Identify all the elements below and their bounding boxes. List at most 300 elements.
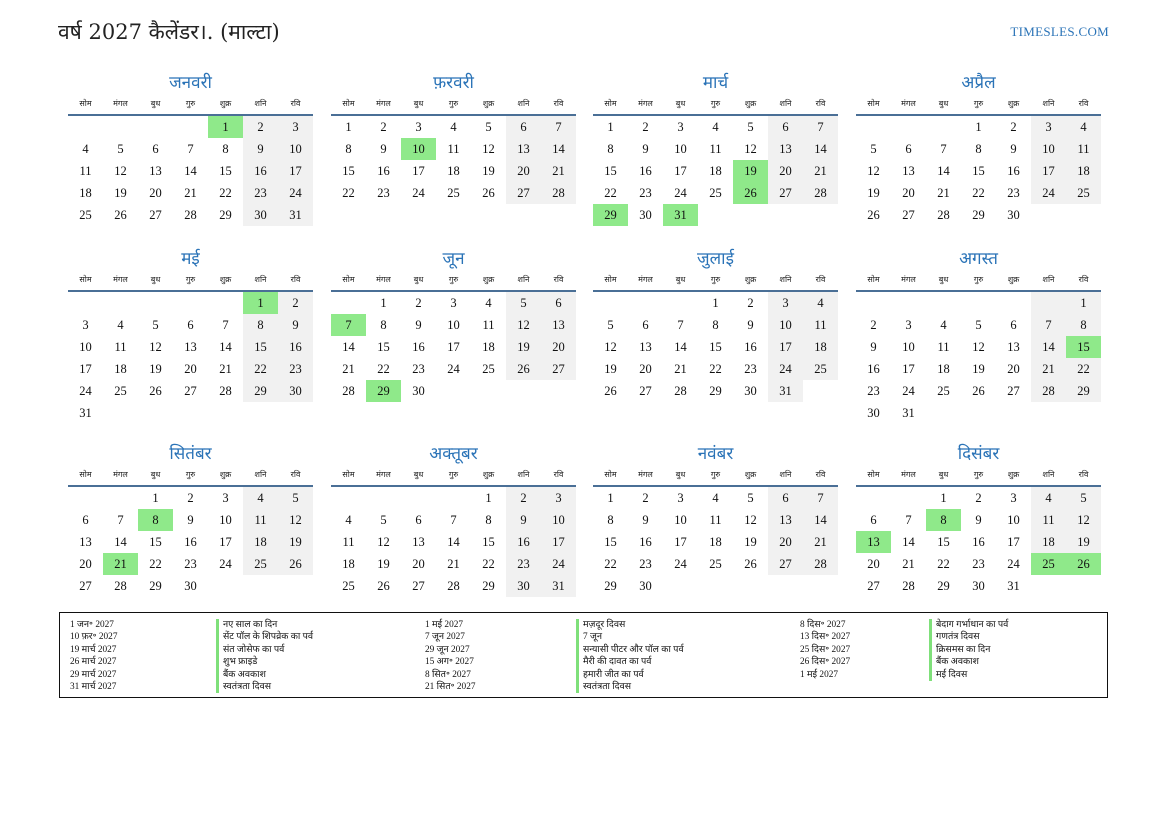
day-cell[interactable]: 24	[447, 362, 460, 376]
day-cell[interactable]: 21	[447, 557, 460, 571]
day-cell[interactable]: 22	[342, 186, 355, 200]
holiday-day[interactable]: 10	[401, 138, 436, 160]
day-cell[interactable]: 7	[905, 513, 912, 527]
holiday-day[interactable]: 25	[1031, 553, 1066, 575]
day-cell[interactable]: 26	[867, 208, 880, 222]
day-cell[interactable]: 24	[278, 182, 313, 204]
day-cell[interactable]: 20	[867, 557, 880, 571]
day-cell[interactable]: 22	[604, 557, 617, 571]
day-cell[interactable]: 28	[902, 579, 915, 593]
day-cell[interactable]: 22	[377, 362, 390, 376]
day-cell[interactable]: 5	[506, 292, 541, 314]
day-cell[interactable]: 10	[1031, 138, 1066, 160]
day-cell[interactable]: 19	[972, 362, 985, 376]
day-cell[interactable]: 3	[768, 292, 803, 314]
day-cell[interactable]: 18	[1031, 531, 1066, 553]
day-cell[interactable]: 31	[79, 406, 92, 420]
day-cell[interactable]: 6	[506, 116, 541, 138]
day-cell[interactable]: 1	[1066, 292, 1101, 314]
day-cell[interactable]: 13	[412, 535, 425, 549]
day-cell[interactable]: 23	[639, 186, 652, 200]
day-cell[interactable]: 16	[867, 362, 880, 376]
day-cell[interactable]: 18	[709, 535, 722, 549]
day-cell[interactable]: 11	[709, 142, 722, 156]
day-cell[interactable]: 28	[114, 579, 127, 593]
day-cell[interactable]: 28	[541, 182, 576, 204]
day-cell[interactable]: 16	[412, 340, 425, 354]
day-cell[interactable]: 7	[187, 142, 194, 156]
day-cell[interactable]: 23	[278, 358, 313, 380]
day-cell[interactable]: 11	[342, 535, 355, 549]
day-cell[interactable]: 22	[219, 186, 232, 200]
day-cell[interactable]: 16	[639, 535, 652, 549]
day-cell[interactable]: 14	[803, 138, 838, 160]
day-cell[interactable]: 2	[747, 296, 754, 310]
day-cell[interactable]: 10	[674, 513, 687, 527]
day-cell[interactable]: 24	[768, 358, 803, 380]
day-cell[interactable]: 10	[902, 340, 915, 354]
day-cell[interactable]: 21	[937, 186, 950, 200]
day-cell[interactable]: 28	[674, 384, 687, 398]
day-cell[interactable]: 13	[541, 314, 576, 336]
holiday-day[interactable]: 29	[366, 380, 401, 402]
day-cell[interactable]: 13	[902, 164, 915, 178]
day-cell[interactable]: 12	[744, 142, 757, 156]
day-cell[interactable]: 11	[114, 340, 127, 354]
day-cell[interactable]: 9	[187, 513, 194, 527]
day-cell[interactable]: 11	[482, 318, 495, 332]
day-cell[interactable]: 3	[415, 120, 422, 134]
day-cell[interactable]: 19	[744, 535, 757, 549]
day-cell[interactable]: 28	[219, 384, 232, 398]
day-cell[interactable]: 10	[278, 138, 313, 160]
day-cell[interactable]: 12	[604, 340, 617, 354]
day-cell[interactable]: 20	[184, 362, 197, 376]
day-cell[interactable]: 6	[152, 142, 159, 156]
day-cell[interactable]: 23	[243, 182, 278, 204]
day-cell[interactable]: 18	[342, 557, 355, 571]
day-cell[interactable]: 12	[506, 314, 541, 336]
day-cell[interactable]: 10	[447, 318, 460, 332]
day-cell[interactable]: 22	[482, 557, 495, 571]
day-cell[interactable]: 3	[1010, 491, 1017, 505]
day-cell[interactable]: 16	[377, 164, 390, 178]
day-cell[interactable]: 30	[639, 208, 652, 222]
day-cell[interactable]: 20	[639, 362, 652, 376]
day-cell[interactable]: 3	[278, 116, 313, 138]
day-cell[interactable]: 31	[278, 204, 313, 226]
day-cell[interactable]: 27	[1007, 384, 1020, 398]
day-cell[interactable]: 24	[674, 186, 687, 200]
day-cell[interactable]: 27	[149, 208, 162, 222]
day-cell[interactable]: 1	[152, 491, 159, 505]
day-cell[interactable]: 12	[278, 509, 313, 531]
day-cell[interactable]: 29	[482, 579, 495, 593]
day-cell[interactable]: 3	[677, 120, 684, 134]
day-cell[interactable]: 16	[184, 535, 197, 549]
day-cell[interactable]: 15	[709, 340, 722, 354]
day-cell[interactable]: 27	[902, 208, 915, 222]
day-cell[interactable]: 16	[639, 164, 652, 178]
day-cell[interactable]: 31	[902, 406, 915, 420]
day-cell[interactable]: 20	[902, 186, 915, 200]
day-cell[interactable]: 18	[1066, 160, 1101, 182]
day-cell[interactable]: 14	[1031, 336, 1066, 358]
holiday-day[interactable]: 21	[103, 553, 138, 575]
day-cell[interactable]: 10	[768, 314, 803, 336]
day-cell[interactable]: 17	[79, 362, 92, 376]
day-cell[interactable]: 30	[744, 384, 757, 398]
day-cell[interactable]: 23	[377, 186, 390, 200]
day-cell[interactable]: 7	[677, 318, 684, 332]
day-cell[interactable]: 8	[975, 142, 982, 156]
day-cell[interactable]: 17	[541, 531, 576, 553]
day-cell[interactable]: 14	[902, 535, 915, 549]
day-cell[interactable]: 18	[709, 164, 722, 178]
day-cell[interactable]: 13	[768, 138, 803, 160]
day-cell[interactable]: 5	[117, 142, 124, 156]
day-cell[interactable]: 14	[674, 340, 687, 354]
day-cell[interactable]: 21	[902, 557, 915, 571]
day-cell[interactable]: 6	[768, 116, 803, 138]
day-cell[interactable]: 6	[82, 513, 89, 527]
day-cell[interactable]: 1	[607, 120, 614, 134]
day-cell[interactable]: 27	[867, 579, 880, 593]
day-cell[interactable]: 24	[412, 186, 425, 200]
day-cell[interactable]: 12	[744, 513, 757, 527]
holiday-day[interactable]: 29	[593, 204, 628, 226]
day-cell[interactable]: 19	[377, 557, 390, 571]
day-cell[interactable]: 4	[940, 318, 947, 332]
day-cell[interactable]: 25	[1066, 182, 1101, 204]
day-cell[interactable]: 22	[243, 358, 278, 380]
day-cell[interactable]: 18	[447, 164, 460, 178]
day-cell[interactable]: 6	[768, 487, 803, 509]
day-cell[interactable]: 2	[506, 487, 541, 509]
day-cell[interactable]: 24	[1031, 182, 1066, 204]
day-cell[interactable]: 13	[506, 138, 541, 160]
day-cell[interactable]: 25	[79, 208, 92, 222]
day-cell[interactable]: 9	[380, 142, 387, 156]
day-cell[interactable]: 19	[1066, 531, 1101, 553]
day-cell[interactable]: 5	[607, 318, 614, 332]
day-cell[interactable]: 15	[937, 535, 950, 549]
day-cell[interactable]: 15	[604, 164, 617, 178]
holiday-day[interactable]: 7	[331, 314, 366, 336]
day-cell[interactable]: 28	[1031, 380, 1066, 402]
day-cell[interactable]: 11	[709, 513, 722, 527]
day-cell[interactable]: 4	[1031, 487, 1066, 509]
day-cell[interactable]: 22	[604, 186, 617, 200]
day-cell[interactable]: 28	[803, 182, 838, 204]
day-cell[interactable]: 30	[243, 204, 278, 226]
day-cell[interactable]: 21	[541, 160, 576, 182]
day-cell[interactable]: 15	[149, 535, 162, 549]
day-cell[interactable]: 2	[187, 491, 194, 505]
day-cell[interactable]: 5	[747, 491, 754, 505]
day-cell[interactable]: 5	[278, 487, 313, 509]
day-cell[interactable]: 22	[1066, 358, 1101, 380]
day-cell[interactable]: 8	[607, 513, 614, 527]
day-cell[interactable]: 20	[541, 336, 576, 358]
day-cell[interactable]: 2	[415, 296, 422, 310]
day-cell[interactable]: 4	[712, 491, 719, 505]
day-cell[interactable]: 6	[1010, 318, 1017, 332]
day-cell[interactable]: 9	[1010, 142, 1017, 156]
day-cell[interactable]: 21	[219, 362, 232, 376]
day-cell[interactable]: 30	[639, 579, 652, 593]
day-cell[interactable]: 9	[243, 138, 278, 160]
day-cell[interactable]: 22	[937, 557, 950, 571]
day-cell[interactable]: 11	[1031, 509, 1066, 531]
day-cell[interactable]: 3	[1031, 116, 1066, 138]
day-cell[interactable]: 1	[380, 296, 387, 310]
day-cell[interactable]: 20	[412, 557, 425, 571]
day-cell[interactable]: 26	[604, 384, 617, 398]
day-cell[interactable]: 21	[803, 531, 838, 553]
day-cell[interactable]: 18	[79, 186, 92, 200]
day-cell[interactable]: 4	[1066, 116, 1101, 138]
day-cell[interactable]: 31	[541, 575, 576, 597]
day-cell[interactable]: 23	[506, 553, 541, 575]
day-cell[interactable]: 11	[79, 164, 92, 178]
day-cell[interactable]: 8	[712, 318, 719, 332]
day-cell[interactable]: 7	[1031, 314, 1066, 336]
holiday-day[interactable]: 1	[208, 116, 243, 138]
day-cell[interactable]: 5	[485, 120, 492, 134]
day-cell[interactable]: 23	[744, 362, 757, 376]
day-cell[interactable]: 5	[1066, 487, 1101, 509]
day-cell[interactable]: 8	[607, 142, 614, 156]
day-cell[interactable]: 1	[345, 120, 352, 134]
day-cell[interactable]: 23	[1007, 186, 1020, 200]
day-cell[interactable]: 20	[149, 186, 162, 200]
day-cell[interactable]: 2	[380, 120, 387, 134]
day-cell[interactable]: 4	[82, 142, 89, 156]
day-cell[interactable]: 25	[709, 186, 722, 200]
day-cell[interactable]: 25	[803, 358, 838, 380]
day-cell[interactable]: 16	[744, 340, 757, 354]
day-cell[interactable]: 30	[412, 384, 425, 398]
day-cell[interactable]: 30	[506, 575, 541, 597]
day-cell[interactable]: 21	[674, 362, 687, 376]
day-cell[interactable]: 9	[747, 318, 754, 332]
day-cell[interactable]: 22	[149, 557, 162, 571]
day-cell[interactable]: 17	[674, 164, 687, 178]
day-cell[interactable]: 16	[506, 531, 541, 553]
day-cell[interactable]: 5	[747, 120, 754, 134]
day-cell[interactable]: 9	[506, 509, 541, 531]
day-cell[interactable]: 21	[342, 362, 355, 376]
day-cell[interactable]: 19	[867, 186, 880, 200]
day-cell[interactable]: 24	[79, 384, 92, 398]
day-cell[interactable]: 30	[184, 579, 197, 593]
day-cell[interactable]: 17	[768, 336, 803, 358]
day-cell[interactable]: 17	[1031, 160, 1066, 182]
day-cell[interactable]: 19	[506, 336, 541, 358]
day-cell[interactable]: 15	[243, 336, 278, 358]
day-cell[interactable]: 26	[114, 208, 127, 222]
day-cell[interactable]: 25	[709, 557, 722, 571]
day-cell[interactable]: 19	[604, 362, 617, 376]
day-cell[interactable]: 25	[482, 362, 495, 376]
holiday-day[interactable]: 26	[733, 182, 768, 204]
day-cell[interactable]: 9	[415, 318, 422, 332]
day-cell[interactable]: 13	[639, 340, 652, 354]
day-cell[interactable]: 11	[243, 509, 278, 531]
holiday-day[interactable]: 15	[1066, 336, 1101, 358]
day-cell[interactable]: 2	[243, 116, 278, 138]
day-cell[interactable]: 29	[972, 208, 985, 222]
day-cell[interactable]: 27	[412, 579, 425, 593]
day-cell[interactable]: 29	[149, 579, 162, 593]
day-cell[interactable]: 14	[803, 509, 838, 531]
day-cell[interactable]: 24	[674, 557, 687, 571]
day-cell[interactable]: 27	[639, 384, 652, 398]
day-cell[interactable]: 9	[278, 314, 313, 336]
day-cell[interactable]: 19	[149, 362, 162, 376]
day-cell[interactable]: 15	[972, 164, 985, 178]
holiday-day[interactable]: 8	[926, 509, 961, 531]
day-cell[interactable]: 2	[278, 292, 313, 314]
day-cell[interactable]: 17	[447, 340, 460, 354]
day-cell[interactable]: 30	[1007, 208, 1020, 222]
day-cell[interactable]: 11	[1066, 138, 1101, 160]
day-cell[interactable]: 21	[803, 160, 838, 182]
day-cell[interactable]: 12	[482, 142, 495, 156]
day-cell[interactable]: 14	[541, 138, 576, 160]
day-cell[interactable]: 10	[541, 509, 576, 531]
day-cell[interactable]: 8	[243, 314, 278, 336]
day-cell[interactable]: 6	[187, 318, 194, 332]
day-cell[interactable]: 27	[541, 358, 576, 380]
day-cell[interactable]: 12	[114, 164, 127, 178]
day-cell[interactable]: 7	[541, 116, 576, 138]
day-cell[interactable]: 9	[975, 513, 982, 527]
day-cell[interactable]: 17	[1007, 535, 1020, 549]
day-cell[interactable]: 27	[768, 182, 803, 204]
day-cell[interactable]: 20	[79, 557, 92, 571]
day-cell[interactable]: 18	[482, 340, 495, 354]
day-cell[interactable]: 16	[972, 535, 985, 549]
day-cell[interactable]: 28	[803, 553, 838, 575]
day-cell[interactable]: 29	[937, 579, 950, 593]
day-cell[interactable]: 5	[152, 318, 159, 332]
day-cell[interactable]: 12	[377, 535, 390, 549]
day-cell[interactable]: 15	[604, 535, 617, 549]
day-cell[interactable]: 19	[114, 186, 127, 200]
holiday-day[interactable]: 13	[856, 531, 891, 553]
day-cell[interactable]: 9	[642, 513, 649, 527]
day-cell[interactable]: 4	[712, 120, 719, 134]
day-cell[interactable]: 30	[972, 579, 985, 593]
day-cell[interactable]: 2	[870, 318, 877, 332]
holiday-day[interactable]: 19	[733, 160, 768, 182]
day-cell[interactable]: 20	[768, 160, 803, 182]
day-cell[interactable]: 1	[940, 491, 947, 505]
day-cell[interactable]: 18	[937, 362, 950, 376]
day-cell[interactable]: 27	[79, 579, 92, 593]
day-cell[interactable]: 14	[937, 164, 950, 178]
day-cell[interactable]: 27	[768, 553, 803, 575]
day-cell[interactable]: 22	[972, 186, 985, 200]
day-cell[interactable]: 18	[243, 531, 278, 553]
day-cell[interactable]: 28	[937, 208, 950, 222]
day-cell[interactable]: 23	[412, 362, 425, 376]
day-cell[interactable]: 1	[975, 120, 982, 134]
day-cell[interactable]: 25	[243, 553, 278, 575]
day-cell[interactable]: 4	[803, 292, 838, 314]
day-cell[interactable]: 7	[940, 142, 947, 156]
day-cell[interactable]: 12	[149, 340, 162, 354]
day-cell[interactable]: 27	[506, 182, 541, 204]
day-cell[interactable]: 7	[803, 116, 838, 138]
day-cell[interactable]: 8	[222, 142, 229, 156]
day-cell[interactable]: 30	[278, 380, 313, 402]
holiday-day[interactable]: 26	[1066, 553, 1101, 575]
site-link[interactable]: TIMESLES.COM	[1010, 24, 1109, 39]
day-cell[interactable]: 23	[972, 557, 985, 571]
day-cell[interactable]: 7	[450, 513, 457, 527]
day-cell[interactable]: 17	[278, 160, 313, 182]
day-cell[interactable]: 10	[79, 340, 92, 354]
day-cell[interactable]: 25	[447, 186, 460, 200]
day-cell[interactable]: 3	[677, 491, 684, 505]
day-cell[interactable]: 26	[149, 384, 162, 398]
day-cell[interactable]: 26	[972, 384, 985, 398]
day-cell[interactable]: 3	[82, 318, 89, 332]
day-cell[interactable]: 13	[149, 164, 162, 178]
day-cell[interactable]: 23	[184, 557, 197, 571]
day-cell[interactable]: 17	[674, 535, 687, 549]
day-cell[interactable]: 9	[642, 142, 649, 156]
day-cell[interactable]: 3	[905, 318, 912, 332]
holiday-day[interactable]: 1	[243, 292, 278, 314]
day-cell[interactable]: 19	[278, 531, 313, 553]
day-cell[interactable]: 5	[380, 513, 387, 527]
day-cell[interactable]: 17	[219, 535, 232, 549]
day-cell[interactable]: 14	[184, 164, 197, 178]
day-cell[interactable]: 2	[642, 491, 649, 505]
day-cell[interactable]: 7	[222, 318, 229, 332]
day-cell[interactable]: 29	[1066, 380, 1101, 402]
day-cell[interactable]: 23	[867, 384, 880, 398]
holiday-day[interactable]: 31	[663, 204, 698, 226]
day-cell[interactable]: 16	[243, 160, 278, 182]
day-cell[interactable]: 13	[79, 535, 92, 549]
day-cell[interactable]: 13	[1007, 340, 1020, 354]
day-cell[interactable]: 8	[485, 513, 492, 527]
day-cell[interactable]: 1	[485, 491, 492, 505]
day-cell[interactable]: 4	[450, 120, 457, 134]
day-cell[interactable]: 17	[412, 164, 425, 178]
day-cell[interactable]: 20	[506, 160, 541, 182]
day-cell[interactable]: 24	[902, 384, 915, 398]
day-cell[interactable]: 28	[184, 208, 197, 222]
day-cell[interactable]: 12	[867, 164, 880, 178]
day-cell[interactable]: 15	[219, 164, 232, 178]
day-cell[interactable]: 10	[674, 142, 687, 156]
day-cell[interactable]: 24	[1007, 557, 1020, 571]
day-cell[interactable]: 18	[803, 336, 838, 358]
day-cell[interactable]: 4	[345, 513, 352, 527]
day-cell[interactable]: 4	[117, 318, 124, 332]
day-cell[interactable]: 12	[1066, 509, 1101, 531]
day-cell[interactable]: 21	[1031, 358, 1066, 380]
day-cell[interactable]: 6	[642, 318, 649, 332]
day-cell[interactable]: 14	[219, 340, 232, 354]
day-cell[interactable]: 3	[541, 487, 576, 509]
